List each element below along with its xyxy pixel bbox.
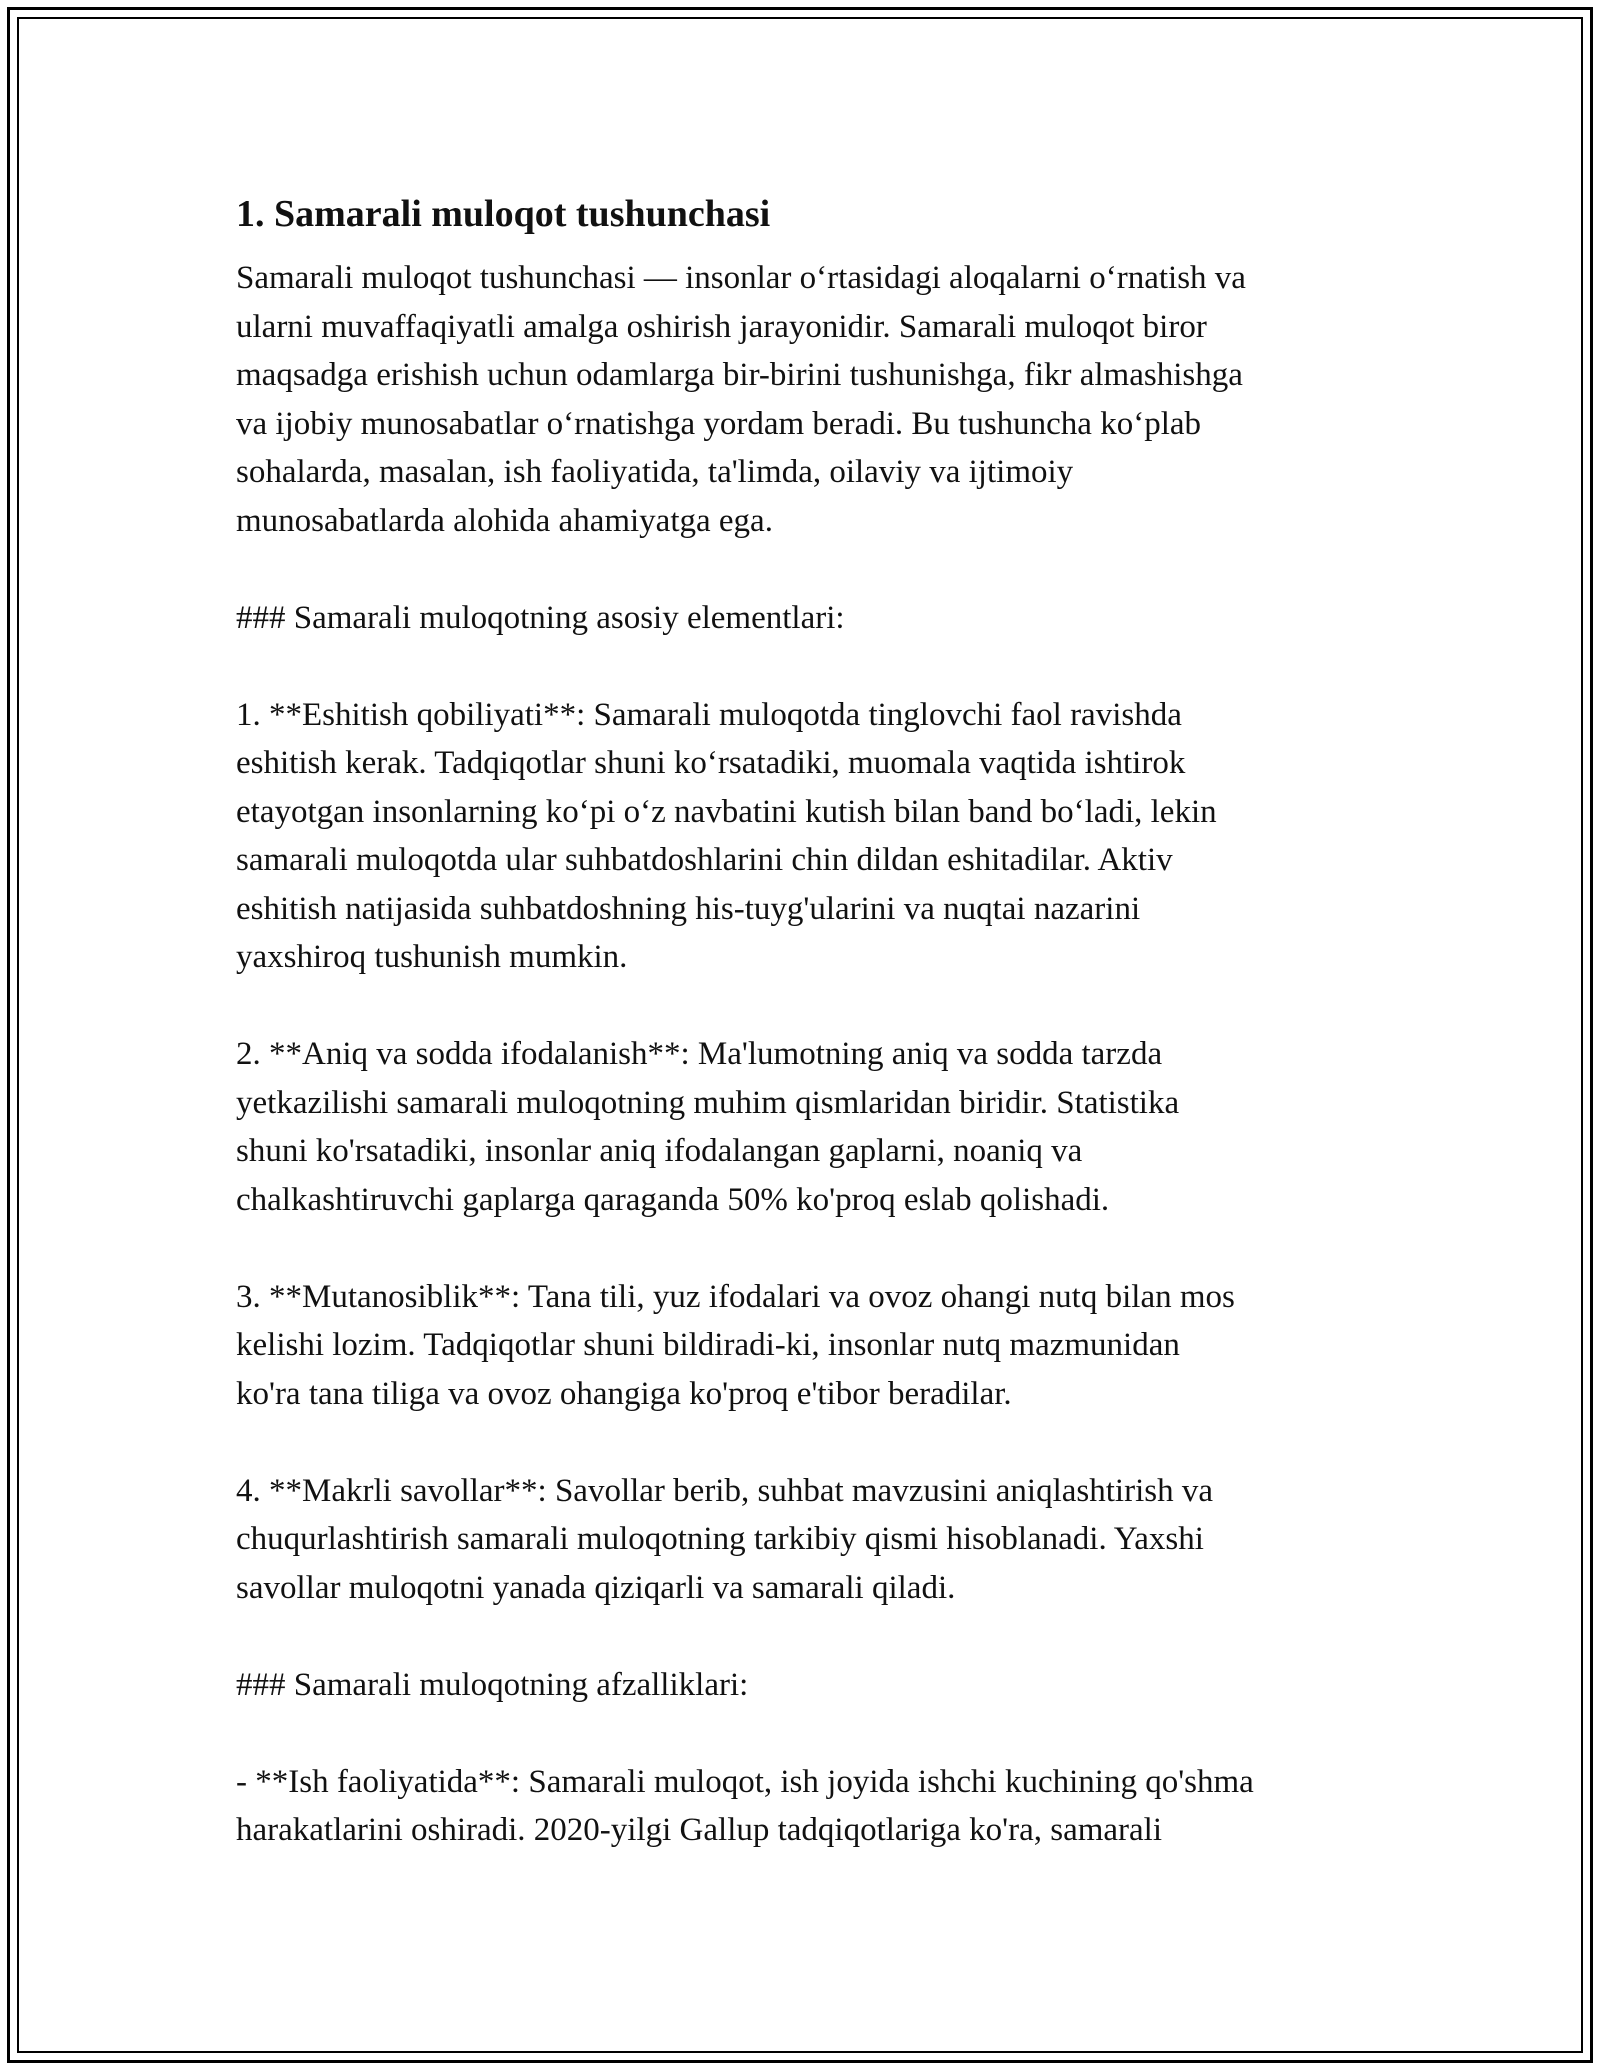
paragraph-spacer [236, 1418, 1386, 1467]
text-line: munosabatlarda alohida ahamiyatga ega. [236, 502, 773, 539]
text-line: sohalarda, masalan, ish faoliyatida, ta'limda, oilaviy va ijtimoiy [236, 454, 1074, 490]
text-line: yaxshiroq tushunish mumkin. [236, 939, 628, 975]
text-line: 3. **Mutanosiblik**: Tana tili, yuz ifodalari va ovoz ohangi nutq bilan mos [236, 1278, 1235, 1315]
list-item-1 [236, 691, 1386, 982]
text-line: etayotgan insonlarning ko‘pi o‘z navbatini kutish bilan band bo‘ladi, lekin [236, 793, 1217, 830]
text-line: kelishi lozim. Tadqiqotlar shuni bildiradi-ki, insonlar nutq mazmunidan [236, 1327, 1180, 1363]
text-line: eshitish kerak. Tadqiqotlar shuni ko‘rsatadiki, muomala vaqtida ishtirok [236, 745, 1186, 781]
paragraph-spacer [236, 1709, 1386, 1758]
text-line: harakatlarini oshiradi. 2020-yilgi Gallup tadqiqotlariga ko'ra, samarali [236, 1812, 1162, 1848]
text-line: Samarali muloqot tushunchasi — insonlar o‘rtasidagi aloqalarni o‘rnatish va [236, 260, 1246, 296]
text-line: va ijobiy munosabatlar o‘rnatishga yordam beradi. Bu tushuncha ko‘plab [236, 405, 1202, 442]
text-line: 4. **Makrli savollar**: Savollar berib, suhbat mavzusini aniqlashtirish va [236, 1472, 1213, 1509]
paragraph-spacer [236, 982, 1386, 1031]
intro-paragraph [236, 254, 1386, 545]
paragraph-spacer [236, 1612, 1386, 1661]
text-line: samarali muloqotda ular suhbatdoshlarini chin dildan eshitadilar. Aktiv [236, 842, 1173, 878]
text-line: savollar muloqotni yanada qiziqarli va samarali qiladi. [236, 1569, 956, 1606]
document-text [236, 254, 1386, 1855]
text-line: ularni muvaffaqiyatli amalga oshirish jarayonidir. Samarali muloqot biror [236, 308, 1207, 345]
list-item-4 [236, 1467, 1386, 1613]
text-line: 1. **Eshitish qobiliyati**: Samarali muloqotda tinglovchi faol ravishda [236, 696, 1182, 733]
text-line: ### Samarali muloqotning asosiy elementlari: [236, 599, 845, 636]
text-line: eshitish natijasida suhbatdoshning his-tuyg'ularini va nuqtai nazarini [236, 890, 1141, 927]
paragraph-spacer [236, 642, 1386, 691]
paragraph-spacer [236, 1224, 1386, 1273]
list-item-2 [236, 1030, 1386, 1224]
subheading-advantages [236, 1661, 1386, 1710]
text-line: chalkashtiruvchi gaplarga qaraganda 50% ko'proq eslab qolishadi. [236, 1181, 1110, 1218]
text-line: - **Ish faoliyatida**: Samarali muloqot, ish joyida ishchi kuchining qo'shma [236, 1763, 1254, 1800]
subheading-elements [236, 594, 1386, 643]
text-line: ### Samarali muloqotning afzalliklari: [236, 1666, 749, 1703]
text-line: chuqurlashtirish samarali muloqotning tarkibiy qismi hisoblanadi. Yaxshi [236, 1521, 1204, 1557]
text-line: yetkazilishi samarali muloqotning muhim qismlaridan biridir. Statistika [236, 1084, 1180, 1121]
text-line: ko'ra tana tiliga va ovoz ohangiga ko'proq e'tibor beradilar. [236, 1375, 1012, 1412]
document-title: 1. Samarali muloqot tushunchasi [236, 193, 771, 235]
bullet-item-work [236, 1758, 1386, 1855]
text-line: 2. **Aniq va sodda ifodalanish**: Ma'lumotning aniq va sodda tarzda [236, 1036, 1163, 1072]
paragraph-spacer [236, 545, 1386, 594]
document-body [236, 188, 1386, 1855]
text-line: maqsadga erishish uchun odamlarga bir-birini tushunishga, fikr almashishga [236, 357, 1243, 393]
list-item-3 [236, 1273, 1386, 1419]
text-line: shuni ko'rsatadiki, insonlar aniq ifodalangan gaplarni, noaniq va [236, 1133, 1083, 1169]
